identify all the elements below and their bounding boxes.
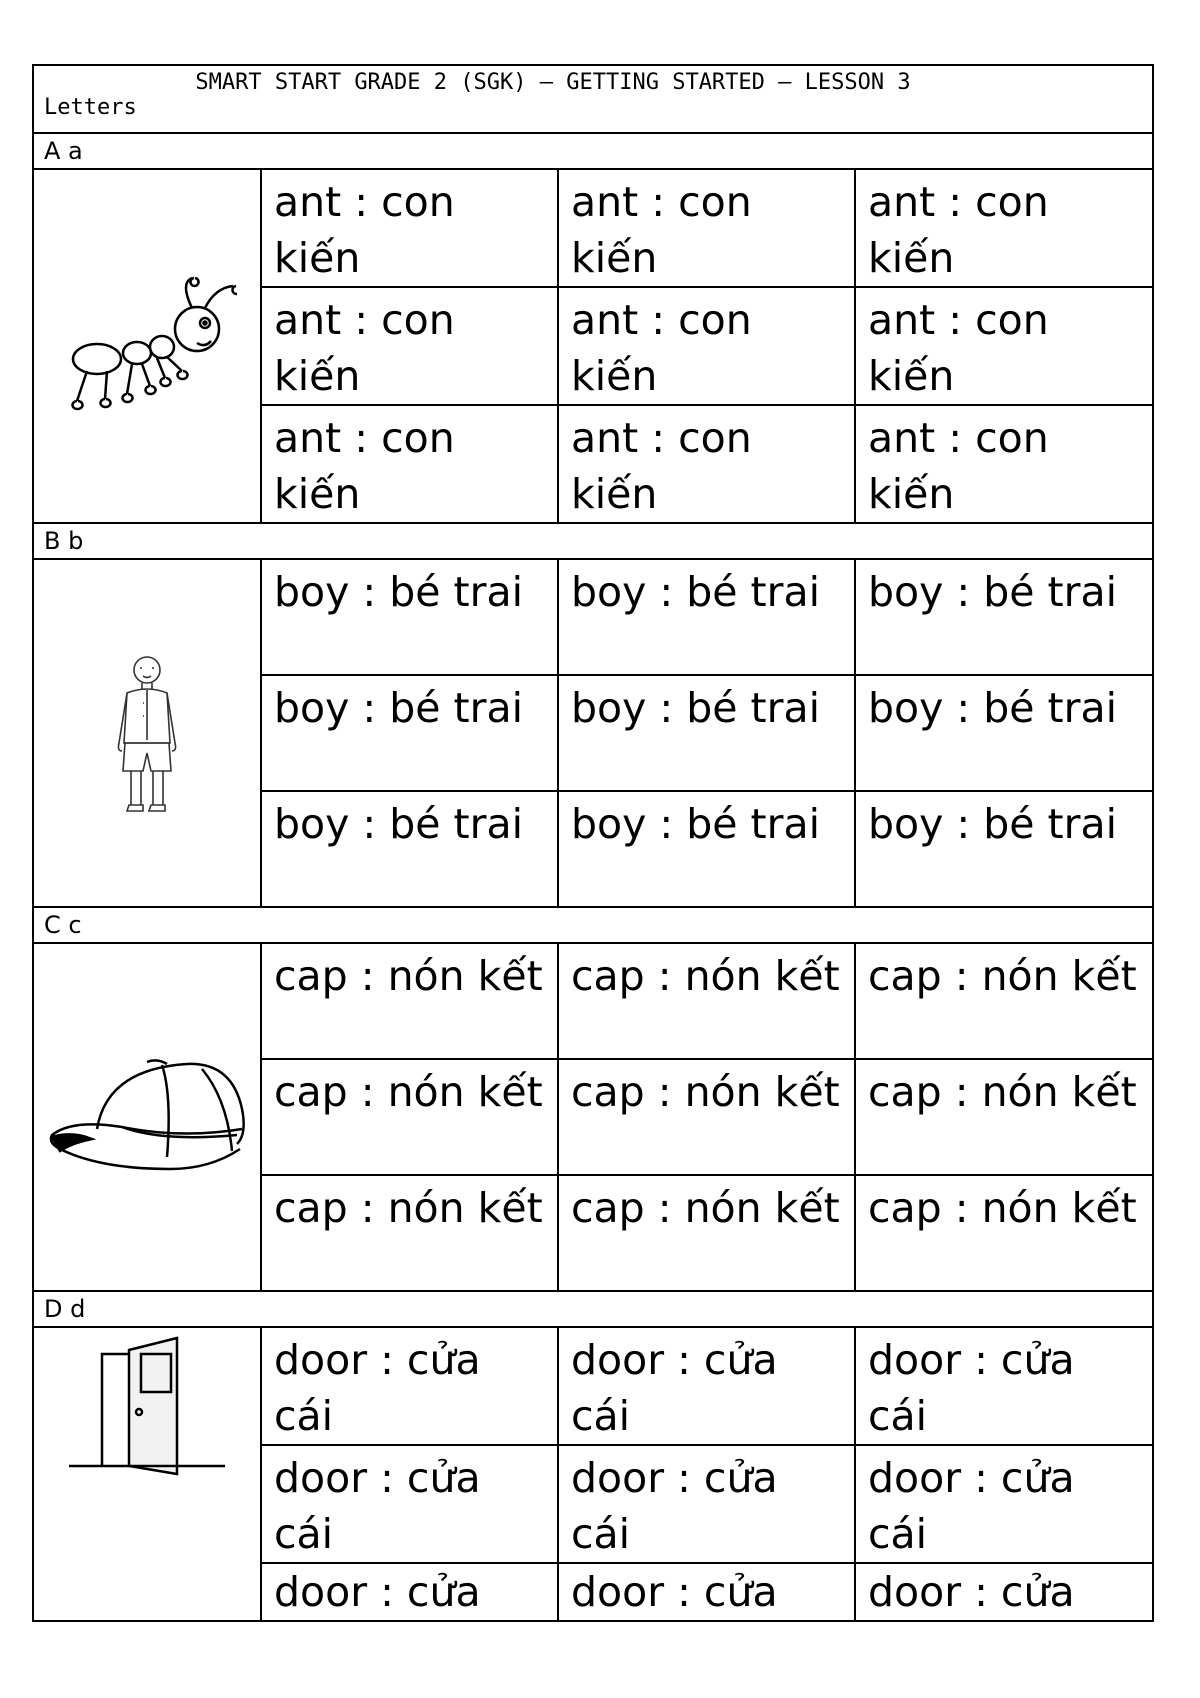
picture-cell	[33, 943, 261, 1291]
letters-worksheet	[32, 64, 1154, 1622]
word-cell: ant : con kiến	[261, 169, 558, 287]
word-cell: door : cửa cái	[558, 1445, 855, 1563]
word-cell: boy : bé trai	[855, 791, 1153, 907]
boy-icon	[87, 648, 207, 818]
word-cell: cap : nón kết	[855, 943, 1153, 1059]
word-cell: boy : bé trai	[855, 559, 1153, 675]
cap-icon	[42, 1057, 252, 1177]
word-cell: ant : con kiến	[261, 405, 558, 523]
picture-cell	[33, 559, 261, 907]
word-cell: ant : con kiến	[261, 287, 558, 405]
word-cell: cap : nón kết	[261, 1059, 558, 1175]
word-cell: cap : nón kết	[855, 1175, 1153, 1291]
word-cell: ant : con kiến	[558, 287, 855, 405]
word-cell: door : cửa	[261, 1563, 558, 1621]
word-cell: boy : bé trai	[558, 791, 855, 907]
ant-icon	[57, 271, 237, 421]
worksheet-header	[33, 65, 1153, 133]
word-cell: cap : nón kết	[261, 943, 558, 1059]
word-cell: ant : con kiến	[855, 405, 1153, 523]
word-cell: boy : bé trai	[558, 559, 855, 675]
door-icon	[67, 1336, 227, 1486]
word-cell: cap : nón kết	[558, 1059, 855, 1175]
letter-label: A a	[33, 133, 1153, 169]
picture-cell	[33, 1327, 261, 1621]
word-cell: door : cửa cái	[261, 1327, 558, 1445]
word-cell: boy : bé trai	[261, 791, 558, 907]
word-cell: cap : nón kết	[558, 943, 855, 1059]
word-cell: ant : con kiến	[855, 287, 1153, 405]
word-cell: ant : con kiến	[558, 169, 855, 287]
word-cell: boy : bé trai	[261, 559, 558, 675]
letter-label: D d	[33, 1291, 1153, 1327]
word-cell: door : cửa cái	[855, 1445, 1153, 1563]
word-cell: door : cửa cái	[261, 1445, 558, 1563]
letter-label: B b	[33, 523, 1153, 559]
word-cell: cap : nón kết	[558, 1175, 855, 1291]
picture-cell	[33, 169, 261, 523]
word-cell: door : cửa	[855, 1563, 1153, 1621]
word-cell: ant : con kiến	[558, 405, 855, 523]
word-cell: door : cửa cái	[558, 1327, 855, 1445]
word-cell: boy : bé trai	[855, 675, 1153, 791]
word-cell: door : cửa	[558, 1563, 855, 1621]
word-cell: ant : con kiến	[855, 169, 1153, 287]
word-cell: boy : bé trai	[558, 675, 855, 791]
word-cell: cap : nón kết	[855, 1059, 1153, 1175]
word-cell: boy : bé trai	[261, 675, 558, 791]
word-cell: door : cửa cái	[855, 1327, 1153, 1445]
worksheet-title: SMART START GRADE 2 (SGK) – GETTING STARTED – LESSON 3	[195, 70, 911, 95]
letter-label: C c	[33, 907, 1153, 943]
worksheet-subtitle: Letters	[44, 95, 137, 120]
word-cell: cap : nón kết	[261, 1175, 558, 1291]
